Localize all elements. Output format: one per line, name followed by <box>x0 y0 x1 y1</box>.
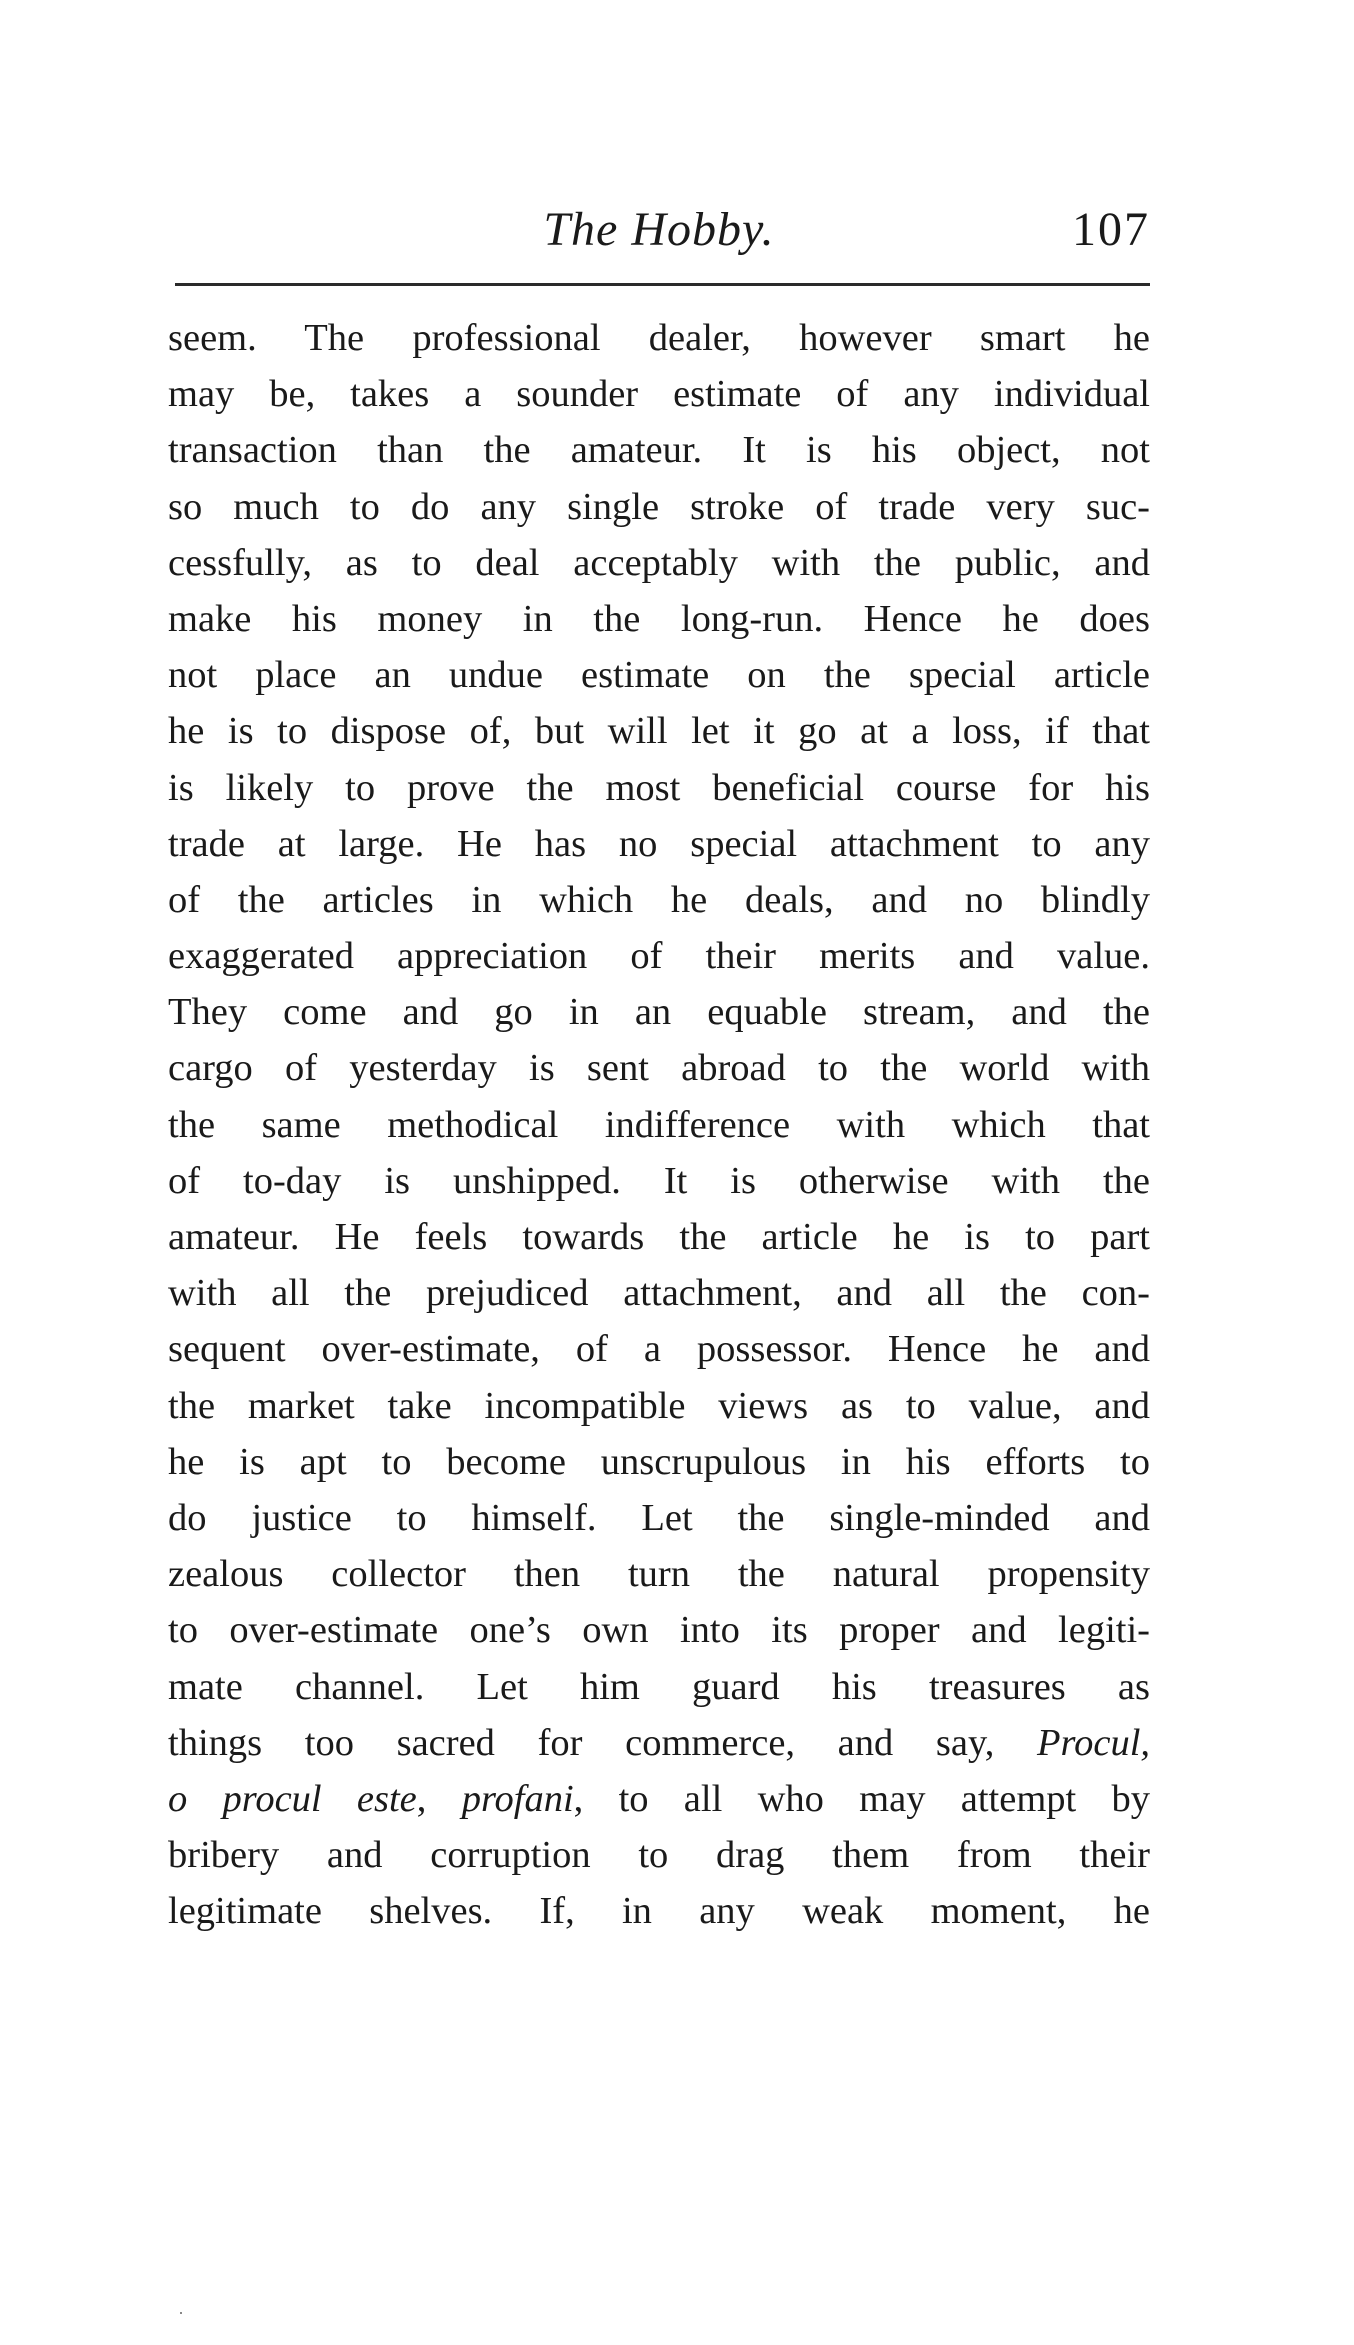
text-line: cargo of yesterday is sent abroad to the world with <box>168 1047 1150 1090</box>
italic-latin-phrase: o procul este <box>168 1777 417 1820</box>
text-line-with-italic <box>168 1715 1150 1771</box>
text-line: the same methodical indifference with which that <box>168 1103 1150 1146</box>
text-line: cessfully, as to deal acceptably with the public, and <box>168 541 1150 584</box>
text-line: legitimate shelves. If, in any weak moment, he <box>168 1890 1150 1933</box>
text-line: mate channel. Let him guard his treasures as <box>168 1665 1150 1708</box>
text-line: he is apt to become unscrupulous in his efforts to <box>168 1440 1150 1483</box>
text-line: may be, takes a sounder estimate of any individual <box>168 373 1150 416</box>
text-line: the market take incompatible views as to value, and <box>168 1384 1150 1427</box>
text-line: trade at large. He has no special attachment to any <box>168 822 1150 865</box>
text-fragment: , to all who may attempt by <box>573 1777 1150 1820</box>
text-line: do justice to himself. Let the single-minded and <box>168 1496 1150 1539</box>
running-title: The Hobby. <box>543 203 775 256</box>
text-line: so much to do any single stroke of trade very suc- <box>168 485 1150 528</box>
text-line: make his money in the long-run. Hence he does <box>168 597 1150 640</box>
paper-speck <box>180 2312 182 2314</box>
text-fragment: things too sacred for commerce, and say, <box>168 1721 995 1764</box>
text-line-with-italic <box>168 1771 1150 1827</box>
text-line: They come and go in an equable stream, and the <box>168 991 1150 1034</box>
text-line: zealous collector then turn the natural propensity <box>168 1553 1150 1596</box>
italic-latin-phrase: profani <box>461 1777 574 1820</box>
text-line: bribery and corruption to drag them from their <box>168 1834 1150 1877</box>
text-line: of to-day is unshipped. It is otherwise with the <box>168 1159 1150 1202</box>
text-line: with all the prejudiced attachment, and all the con- <box>168 1272 1150 1315</box>
italic-latin-phrase: Procul, <box>1037 1721 1150 1764</box>
text-line: is likely to prove the most beneficial course for his <box>168 766 1150 809</box>
text-line: of the articles in which he deals, and no blindly <box>168 878 1150 921</box>
text-fragment: , <box>416 1777 427 1820</box>
header-rule <box>175 283 1150 286</box>
page-header <box>168 195 1150 265</box>
page-number: 107 <box>1072 203 1150 256</box>
text-line: seem. The professional dealer, however smart he <box>168 317 1150 359</box>
text-line: amateur. He feels towards the article he is to part <box>168 1216 1150 1258</box>
text-line: transaction than the amateur. It is his object, not <box>168 429 1150 472</box>
text-line: exaggerated appreciation of their merits and value. <box>168 935 1150 978</box>
body-text <box>168 310 1150 1939</box>
text-line: to over-estimate one’s own into its proper and legiti- <box>168 1609 1150 1652</box>
text-line: not place an undue estimate on the special article <box>168 654 1150 697</box>
text-line: sequent over-estimate, of a possessor. Hence he and <box>168 1328 1150 1371</box>
text-line: he is to dispose of, but will let it go at a loss, if that <box>168 710 1150 753</box>
